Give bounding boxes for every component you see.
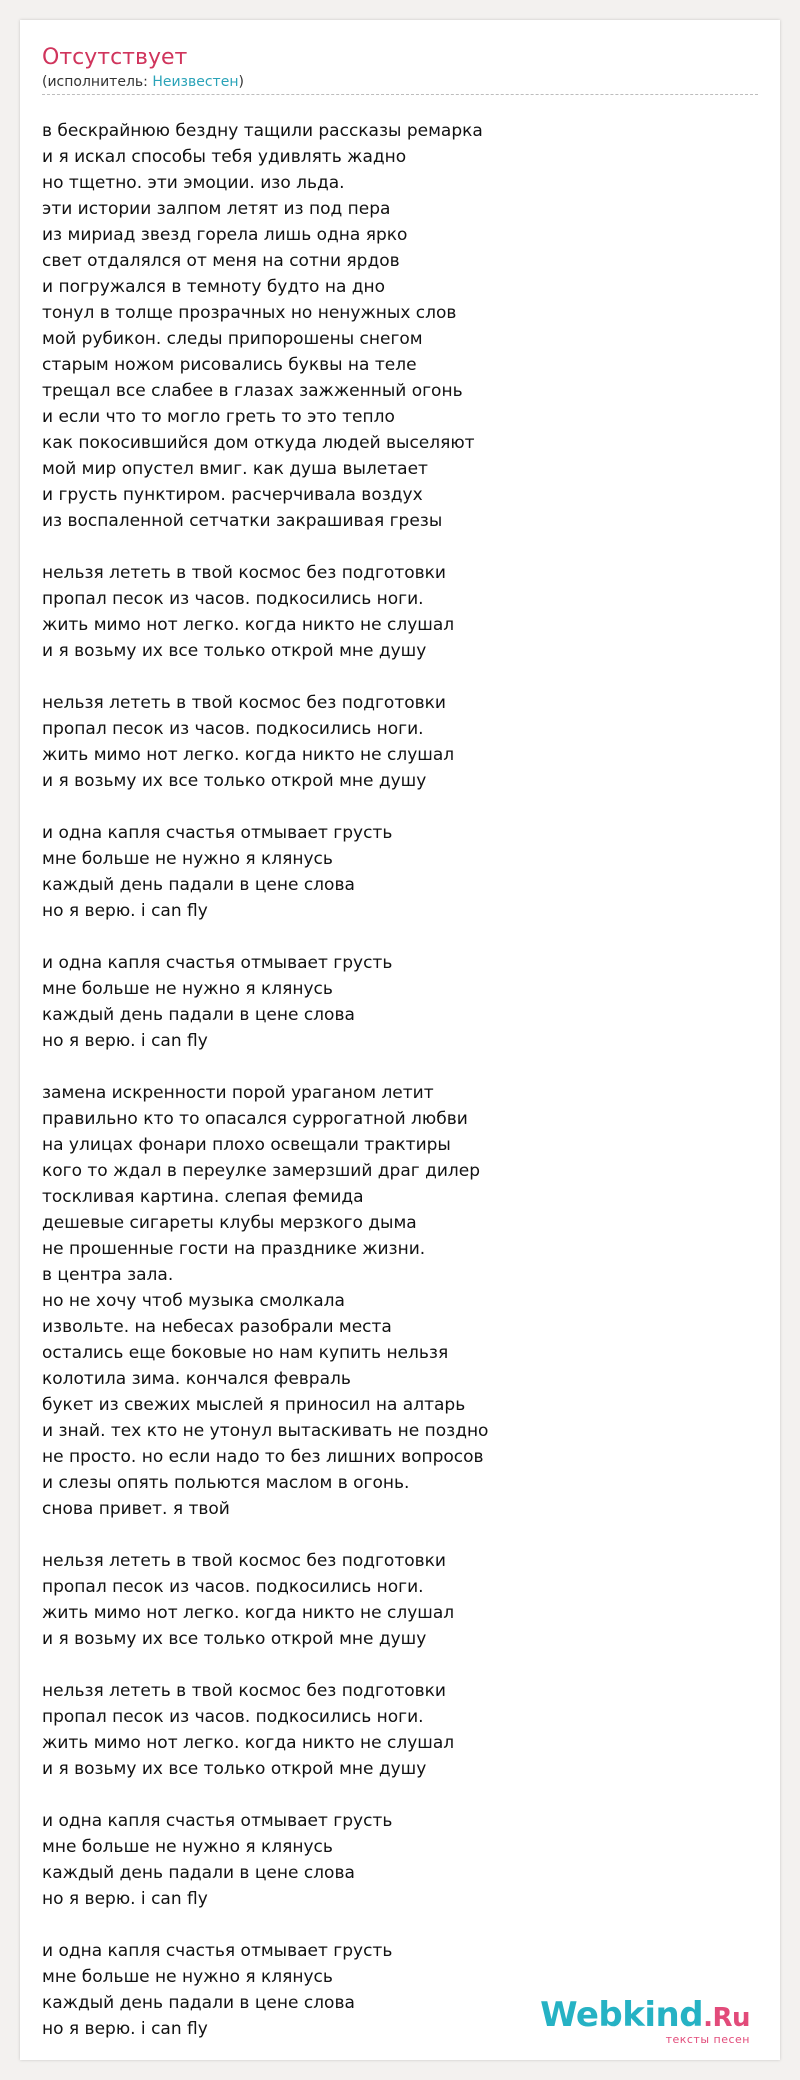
lyrics-stanza bbox=[42, 118, 742, 534]
lyric-line: пропал песок из часов. подкосились ноги. bbox=[42, 589, 424, 609]
lyric-line: мне больше не нужно я клянусь bbox=[42, 1967, 333, 1987]
lyric-line: тонул в толще прозрачных но ненужных слов bbox=[42, 303, 457, 323]
lyric-line: и одна капля счастья отмывает грусть bbox=[42, 1941, 393, 1961]
lyrics-stanza bbox=[42, 1808, 742, 1912]
lyric-line: и одна капля счастья отмывает грусть bbox=[42, 823, 393, 843]
lyric-line: трещал все слабее в глазах зажженный огонь bbox=[42, 381, 463, 401]
lyric-line: пропал песок из часов. подкосились ноги. bbox=[42, 1577, 424, 1597]
lyric-line: букет из свежих мыслей я приносил на алтарь bbox=[42, 1395, 466, 1415]
song-title: Отсутствует bbox=[42, 45, 188, 70]
lyric-line: каждый день падали в цене слова bbox=[42, 1993, 355, 2013]
lyric-line: дешевые сигареты клубы мерзкого дыма bbox=[42, 1213, 417, 1233]
lyric-line: мне больше не нужно я клянусь bbox=[42, 849, 333, 869]
lyric-line: мне больше не нужно я клянусь bbox=[42, 979, 333, 999]
lyric-line: каждый день падали в цене слова bbox=[42, 1005, 355, 1025]
lyrics-page bbox=[20, 20, 780, 2060]
lyric-line: снова привет. я твой bbox=[42, 1499, 230, 1519]
lyric-line: жить мимо нот легко. когда никто не слушал bbox=[42, 1603, 455, 1623]
lyric-line: и я возьму их все только открой мне душу bbox=[42, 1759, 427, 1779]
lyric-line: и я искал способы тебя удивлять жадно bbox=[42, 147, 407, 167]
lyric-line: мой рубикон. следы припорошены снегом bbox=[42, 329, 423, 349]
lyric-line: жить мимо нот легко. когда никто не слушал bbox=[42, 1733, 455, 1753]
lyric-line: но я верю. i can fly bbox=[42, 1889, 208, 1909]
lyric-line: не прошенные гости на празднике жизни. bbox=[42, 1239, 426, 1259]
site-logo[interactable] bbox=[540, 1997, 750, 2046]
performer-prefix: (исполнитель: bbox=[42, 74, 153, 90]
performer-link[interactable]: Неизвестен bbox=[152, 74, 239, 90]
lyric-line: из воспаленной сетчатки закрашивая грезы bbox=[42, 511, 443, 531]
lyric-line: и одна капля счастья отмывает грусть bbox=[42, 1811, 393, 1831]
lyric-line: старым ножом рисовались буквы на теле bbox=[42, 355, 417, 375]
lyric-line: и я возьму их все только открой мне душу bbox=[42, 641, 427, 661]
lyric-line: и слезы опять польются маслом в огонь. bbox=[42, 1473, 410, 1493]
lyric-line: в центра зала. bbox=[42, 1265, 174, 1285]
lyric-line: остались еще боковые но нам купить нельзя bbox=[42, 1343, 449, 1363]
lyrics-stanza bbox=[42, 820, 742, 924]
lyric-line: но тщетно. эти эмоции. изо льда. bbox=[42, 173, 345, 193]
lyric-line: и я возьму их все только открой мне душу bbox=[42, 1629, 427, 1649]
performer-line bbox=[42, 73, 244, 91]
lyric-line: и если что то могло греть то это тепло bbox=[42, 407, 395, 427]
lyric-line: колотила зима. кончался февраль bbox=[42, 1369, 351, 1389]
lyric-line: свет отдалялся от меня на сотни ярдов bbox=[42, 251, 400, 271]
logo-tagline: тексты песен bbox=[665, 2033, 750, 2046]
lyric-line: и я возьму их все только открой мне душу bbox=[42, 771, 427, 791]
lyric-line: но я верю. i can fly bbox=[42, 2019, 208, 2039]
performer-suffix: ) bbox=[238, 74, 244, 90]
lyrics-stanza bbox=[42, 950, 742, 1054]
lyric-line: жить мимо нот легко. когда никто не слушал bbox=[42, 615, 455, 635]
lyric-line: и знай. тех кто не утонул вытаскивать не поздно bbox=[42, 1421, 489, 1441]
lyric-line: извольте. на небесах разобрали места bbox=[42, 1317, 392, 1337]
lyric-line: из мириад звезд горела лишь одна ярко bbox=[42, 225, 408, 245]
lyrics-stanza bbox=[42, 560, 742, 664]
lyric-line: каждый день падали в цене слова bbox=[42, 875, 355, 895]
lyrics-stanza bbox=[42, 1080, 742, 1522]
lyric-line: пропал песок из часов. подкосились ноги. bbox=[42, 719, 424, 739]
logo-tld: .Ru bbox=[703, 2003, 750, 2033]
lyric-line: и одна капля счастья отмывает грусть bbox=[42, 953, 393, 973]
logo-name: Webkind bbox=[540, 1995, 704, 2035]
lyric-line: замена искренности порой ураганом летит bbox=[42, 1083, 434, 1103]
logo-wordmark bbox=[540, 1997, 750, 2036]
lyric-line: жить мимо нот легко. когда никто не слушал bbox=[42, 745, 455, 765]
lyric-line: пропал песок из часов. подкосились ноги. bbox=[42, 1707, 424, 1727]
lyric-line: и грусть пунктиром. расчерчивала воздух bbox=[42, 485, 423, 505]
lyric-line: нельзя лететь в твой космос без подготовки bbox=[42, 563, 446, 583]
lyric-line: не просто. но если надо то без лишних вопросов bbox=[42, 1447, 484, 1467]
lyric-line: мой мир опустел вмиг. как душа вылетает bbox=[42, 459, 428, 479]
lyric-line: правильно кто то опасался суррогатной любви bbox=[42, 1109, 468, 1129]
lyric-line: нельзя лететь в твой космос без подготовки bbox=[42, 693, 446, 713]
lyric-line: кого то ждал в переулке замерзший драг дилер bbox=[42, 1161, 481, 1181]
lyrics-stanza bbox=[42, 1678, 742, 1782]
lyric-line: тоскливая картина. слепая фемида bbox=[42, 1187, 364, 1207]
lyric-line: но я верю. i can fly bbox=[42, 901, 208, 921]
lyric-line: на улицах фонари плохо освещали трактиры bbox=[42, 1135, 451, 1155]
lyrics-stanza bbox=[42, 690, 742, 794]
lyric-line: эти истории залпом летят из под пера bbox=[42, 199, 391, 219]
lyric-line: в бескрайнюю бездну тащили рассказы ремарка bbox=[42, 121, 483, 141]
lyrics-text bbox=[42, 118, 742, 2042]
lyric-line: и погружался в темноту будто на дно bbox=[42, 277, 386, 297]
lyric-line: как покосившийся дом откуда людей выселяют bbox=[42, 433, 475, 453]
lyric-line: но не хочу чтоб музыка смолкала bbox=[42, 1291, 345, 1311]
lyric-line: нельзя лететь в твой космос без подготовки bbox=[42, 1681, 446, 1701]
header-divider bbox=[42, 94, 758, 95]
lyric-line: но я верю. i can fly bbox=[42, 1031, 208, 1051]
lyric-line: каждый день падали в цене слова bbox=[42, 1863, 355, 1883]
lyric-line: мне больше не нужно я клянусь bbox=[42, 1837, 333, 1857]
lyric-line: нельзя лететь в твой космос без подготовки bbox=[42, 1551, 446, 1571]
lyrics-stanza bbox=[42, 1548, 742, 1652]
